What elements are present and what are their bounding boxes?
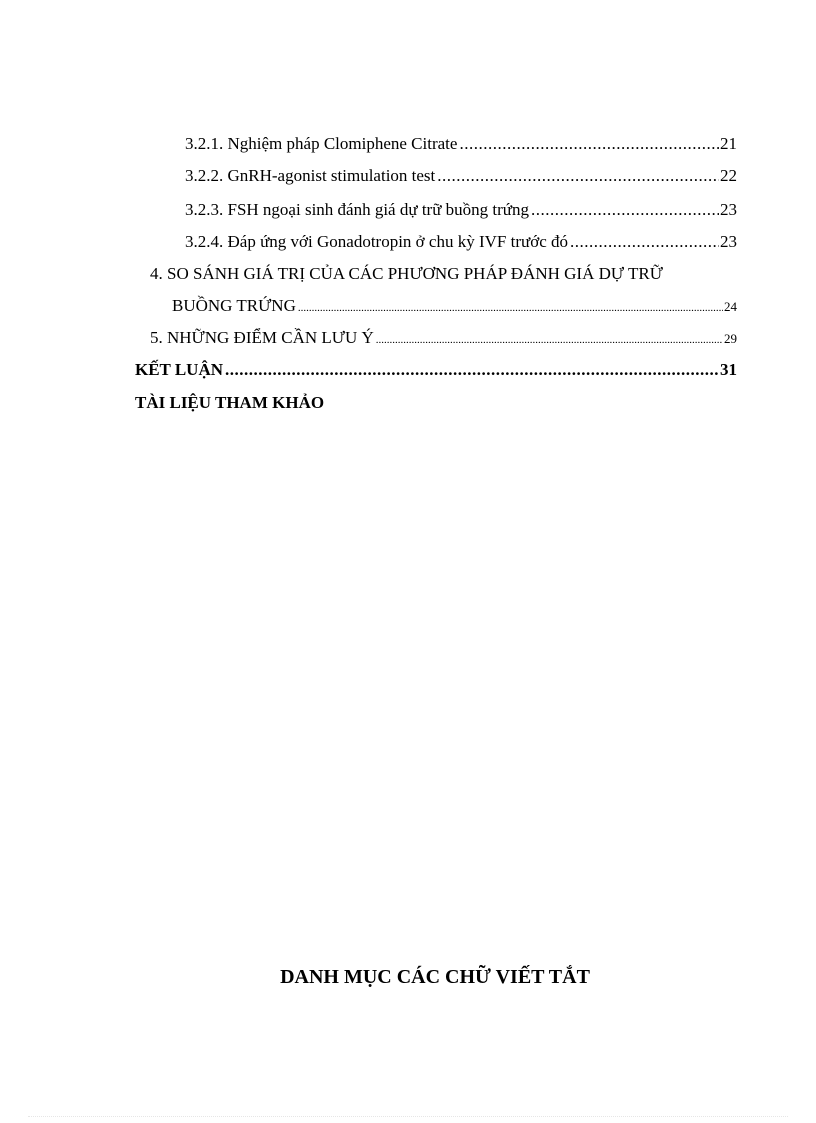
toc-entry-3-2-4[interactable] <box>185 231 737 253</box>
toc-entry-label: BUỒNG TRỨNG <box>172 296 296 315</box>
toc-page-number: 24 <box>724 299 737 314</box>
toc-entry-label: 5. NHỮNG ĐIỂM CẦN LƯU Ý <box>150 328 374 347</box>
toc-entry-label: 4. SO SÁNH GIÁ TRỊ CỦA CÁC PHƯƠNG PHÁP ĐÁNH GIÁ DỰ TRỮ <box>150 264 663 283</box>
page-bottom-divider <box>28 1116 788 1117</box>
toc-entry-label: KẾT LUẬN <box>135 360 224 379</box>
toc-entry-label: 3.2.4. Đáp ứng với Gonadotropin ở chu kỳ IVF trước đó <box>185 232 568 251</box>
toc-entry-4-line1[interactable] <box>150 263 663 285</box>
toc-page-number: 31 <box>720 360 737 379</box>
toc-entry-label: 3.2.3. FSH ngoại sinh đánh giá dự trữ buồng trứng <box>185 200 530 219</box>
toc-entry-label: 3.2.1. Nghiệm pháp Clomiphene Citrate <box>185 134 458 153</box>
toc-page-number: 22 <box>720 166 737 185</box>
toc-page-number: 23 <box>720 232 737 251</box>
toc-leader-dots <box>531 199 719 221</box>
toc-entry-4-line2[interactable] <box>172 295 737 319</box>
toc-entry-3-2-2[interactable] <box>185 165 737 187</box>
toc-entry-ket-luan[interactable] <box>135 359 737 381</box>
toc-leader-dots <box>225 359 719 381</box>
toc-entry-tai-lieu-tham-khao[interactable] <box>135 392 324 414</box>
toc-entry-label: TÀI LIỆU THAM KHẢO <box>135 393 325 412</box>
toc-leader-dots <box>376 329 723 351</box>
toc-entry-5[interactable] <box>150 327 737 351</box>
toc-entry-label: 3.2.2. GnRH-agonist stimulation test <box>185 166 436 185</box>
toc-page-number: 29 <box>724 331 737 346</box>
toc-page-number: 23 <box>720 200 737 219</box>
toc-leader-dots <box>298 297 723 319</box>
section-title: DANH MỤC CÁC CHỮ VIẾT TẮT <box>280 966 590 988</box>
toc-page-number: 21 <box>720 134 737 153</box>
toc-entry-3-2-3[interactable] <box>185 199 737 221</box>
toc-leader-dots <box>437 165 719 187</box>
toc-leader-dots <box>570 231 719 253</box>
toc-leader-dots <box>459 133 719 155</box>
toc-entry-3-2-1[interactable] <box>185 133 737 155</box>
